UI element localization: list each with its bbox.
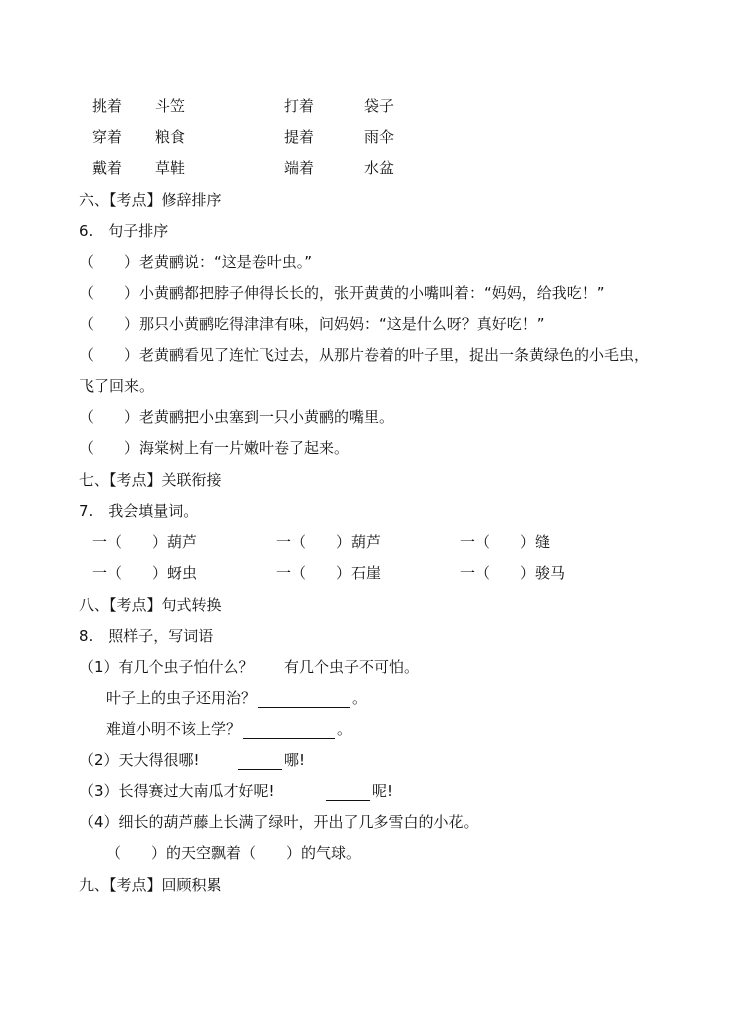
- section-7-heading: 七、【考点】关联衔接: [79, 471, 222, 489]
- q1-line-2-text: 难道小明不该上学？: [106, 720, 242, 738]
- match-left-noun-3: 草鞋: [155, 159, 186, 177]
- match-left-verb-2: 穿着: [92, 128, 123, 146]
- period: 。: [352, 689, 368, 707]
- match-right-verb-3: 端着: [284, 159, 315, 177]
- q1-line-1: [106, 688, 367, 708]
- q1-line-1-text: 叶子上的虫子还用治？: [106, 689, 257, 707]
- order-item-3: （ ）那只小黄鹂吃得津津有味，问妈妈：“这是什么呀？真好吃！”: [79, 315, 545, 333]
- q3-answer: [324, 781, 393, 801]
- question-7-title: 7. 我会填量词。: [79, 502, 199, 520]
- measure-word-1: 一（ ）葫芦: [92, 533, 198, 551]
- match-right-noun-3: 水盆: [364, 159, 395, 177]
- answer-blank[interactable]: [238, 754, 282, 770]
- q4-text: （4）细长的葫芦藤上长满了绿叶，开出了几多雪白的小花。: [79, 813, 479, 831]
- match-right-verb-1: 打着: [284, 97, 315, 115]
- q2-text: （2）天大得很哪!: [79, 751, 200, 769]
- question-8-title: 8. 照样子，写词语: [79, 627, 214, 645]
- question-6-title: 6. 句子排序: [79, 222, 169, 240]
- section-9-heading: 九、【考点】回顾积累: [79, 876, 222, 894]
- section-8-heading: 八、【考点】句式转换: [79, 596, 222, 614]
- section-6-heading: 六、【考点】修辞排序: [79, 191, 222, 209]
- answer-blank[interactable]: [243, 723, 335, 739]
- q2-tail: 哪!: [284, 751, 306, 769]
- order-item-4: （ ）老黄鹂看见了连忙飞过去，从那片卷着的叶子里，捉出一条黄绿色的小毛虫，: [79, 346, 650, 364]
- match-right-verb-2: 提着: [284, 128, 315, 146]
- match-right-noun-2: 雨伞: [364, 128, 395, 146]
- measure-word-2: 一（ ）葫芦: [276, 533, 382, 551]
- period: 。: [337, 720, 353, 738]
- q3-tail: 呢!: [372, 782, 394, 800]
- order-item-6: （ ）海棠树上有一片嫩叶卷了起来。: [79, 439, 350, 457]
- q1-example-answer: 有几个虫子不可怕。: [284, 658, 420, 676]
- measure-word-3: 一（ ）缝: [460, 533, 551, 551]
- order-item-1: （ ）老黄鹂说：“这是卷叶虫。”: [79, 253, 313, 271]
- answer-blank[interactable]: [258, 692, 350, 708]
- measure-word-5: 一（ ）石崖: [276, 564, 382, 582]
- q2-answer: [236, 750, 305, 770]
- match-left-noun-2: 粮食: [155, 128, 186, 146]
- answer-blank[interactable]: [326, 785, 370, 801]
- match-left-verb-1: 挑着: [92, 97, 123, 115]
- q3-text: （3）长得赛过大南瓜才好呢!: [79, 782, 275, 800]
- match-left-verb-3: 戴着: [92, 159, 123, 177]
- q4-fill: （ ）的天空飘着（ ）的气球。: [106, 844, 362, 862]
- q1-line-2: [106, 719, 352, 739]
- measure-word-4: 一（ ）蚜虫: [92, 564, 198, 582]
- q1-example-question: （1）有几个虫子怕什么？: [79, 658, 254, 676]
- order-item-5: （ ）老黄鹂把小虫塞到一只小黄鹂的嘴里。: [79, 408, 395, 426]
- match-right-noun-1: 袋子: [364, 97, 395, 115]
- match-left-noun-1: 斗笠: [155, 97, 186, 115]
- order-item-4-continued: 飞了回来。: [79, 377, 155, 395]
- order-item-2: （ ）小黄鹂都把脖子伸得长长的，张开黄黄的小嘴叫着：“妈妈，给我吃！”: [79, 284, 605, 302]
- measure-word-6: 一（ ）骏马: [460, 564, 566, 582]
